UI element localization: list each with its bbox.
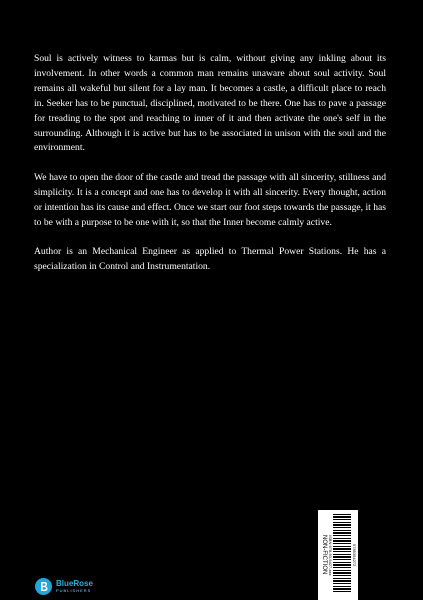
- publisher-logo: [35, 578, 93, 595]
- publisher-tagline: PUBLISHERS: [56, 588, 92, 593]
- barcode-number: 9789354272: [352, 543, 357, 567]
- barcode-bars: [333, 514, 351, 594]
- barcode-isbn-label: ISBN 978-93-5427-xxx: [328, 534, 333, 576]
- bluerose-logo-icon: [35, 578, 52, 595]
- author-bio-paragraph: Author is an Mechanical Engineer as applied to Thermal Power Stations. He has a specialization in Control and Instrumentation.: [34, 245, 386, 272]
- barcode-genre-label: NON-FICTION: [321, 535, 327, 575]
- isbn-barcode: [318, 510, 358, 600]
- blurb-paragraph-1: Soul is actively witness to karmas but is calm, without giving any inkling about its involvement. In other words a common man remains unaware about soul activity. Soul remains all wakeful but silent for a lay man. It becomes a castle, a difficult place to reach in. Seeker has to be punctual, disciplined, motivated to be there. One has to pave a passage for treading to the spot and reaching to inner of it and then activate the one's self in the surrounding. Although it is active but has to be associated in unison with the soul and the environment.: [34, 53, 386, 154]
- blurb-text: [34, 52, 386, 289]
- blurb-paragraph-2: We have to open the door of the castle and tread the passage with all sincerity, stillness and simplicity. It is a concept and one has to develop it with all sincerity. Every thought, action or intention has its cause and effect. Once we start our foot steps towards the passage, it has to be with a purpose to be one with it, so that the Inner become calmly active.: [34, 171, 386, 228]
- publisher-name: BlueRose: [56, 579, 93, 588]
